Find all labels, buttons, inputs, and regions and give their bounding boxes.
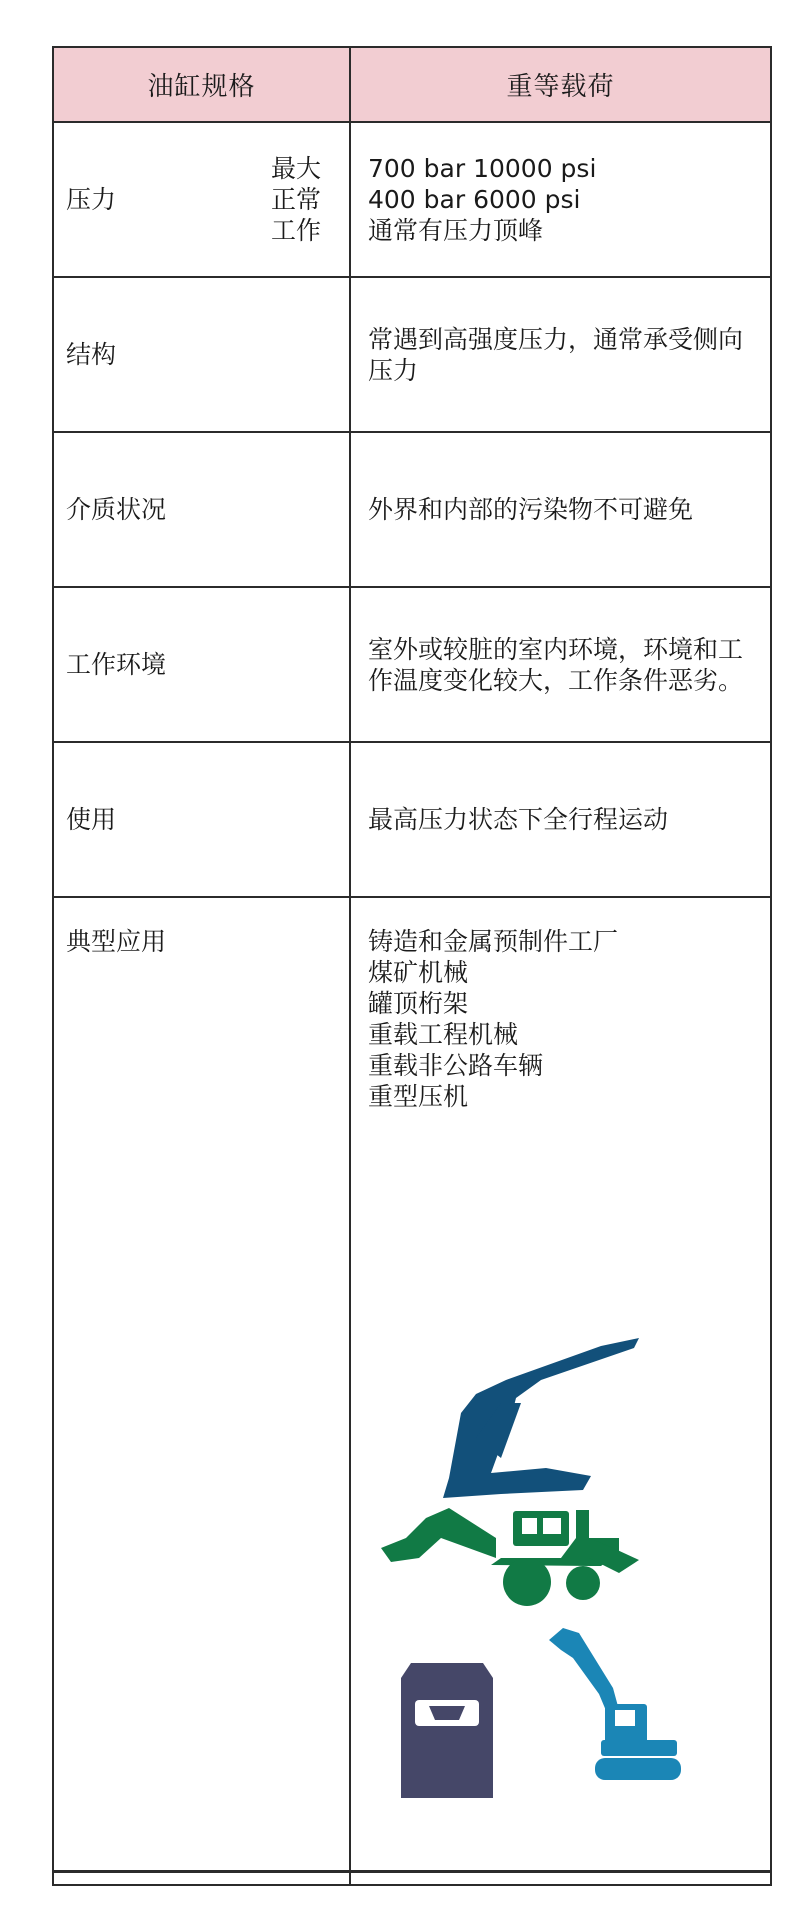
pressure-working-label: 工作	[270, 216, 321, 245]
table-row-usage	[53, 742, 771, 897]
structure-value	[350, 277, 771, 432]
pressure-sublabels	[271, 153, 321, 246]
environment-label: 工作环境	[53, 587, 350, 742]
usage-value	[350, 742, 771, 897]
pressure-max-value: 700 bar 10000 psi	[368, 154, 597, 183]
application-item: 罐顶桁架	[368, 989, 469, 1018]
pressure-working-value: 通常有压力顶峰	[368, 216, 544, 245]
applications-label: 典型应用	[53, 897, 350, 1885]
cylinder-spec-table	[52, 46, 772, 1886]
pressure-max-label: 最大	[270, 154, 321, 183]
boom-machine-icon	[443, 1338, 639, 1498]
pressure-normal-value: 400 bar 6000 psi	[368, 185, 581, 214]
applications-value-cell	[350, 897, 771, 1885]
medium-text: 外界和内部的污染物不可避免	[368, 495, 694, 524]
excavator-icon	[549, 1628, 681, 1780]
usage-label: 使用	[53, 742, 350, 897]
header-heavy-load: 重等载荷	[350, 47, 771, 122]
header-cylinder-spec: 油缸规格	[53, 47, 350, 122]
application-item: 煤矿机械	[368, 958, 469, 987]
table-row-environment	[53, 587, 771, 742]
table-row-medium	[53, 432, 771, 587]
application-item: 铸造和金属预制件工厂	[368, 927, 619, 956]
table-row-applications	[53, 897, 771, 1885]
medium-value	[350, 432, 771, 587]
application-item: 重载非公路车辆	[368, 1051, 544, 1080]
bottom-rule	[52, 1870, 770, 1873]
pressure-normal-label: 正常	[270, 185, 321, 214]
medium-label: 介质状况	[53, 432, 350, 587]
environment-text: 室外或较脏的室内环境，环境和工作温度变化较大，工作条件恶劣。	[368, 634, 744, 695]
pressure-value-cell	[350, 122, 771, 277]
press-machine-icon	[401, 1663, 493, 1798]
structure-text: 常遇到高强度压力，通常承受侧向压力	[368, 324, 744, 385]
table-row-structure	[53, 277, 771, 432]
table-header-row	[53, 47, 771, 122]
structure-label: 结构	[53, 277, 350, 432]
table-row-pressure	[53, 122, 771, 277]
application-item: 重型压机	[368, 1082, 469, 1111]
spec-sheet	[52, 46, 770, 1874]
application-item: 重载工程机械	[368, 1020, 519, 1049]
pressure-label-cell	[53, 122, 350, 277]
backhoe-loader-icon	[381, 1508, 639, 1606]
applications-list	[368, 926, 760, 1112]
pressure-label: 压力	[66, 185, 117, 214]
environment-value	[350, 587, 771, 742]
usage-text: 最高压力状态下全行程运动	[368, 805, 669, 834]
